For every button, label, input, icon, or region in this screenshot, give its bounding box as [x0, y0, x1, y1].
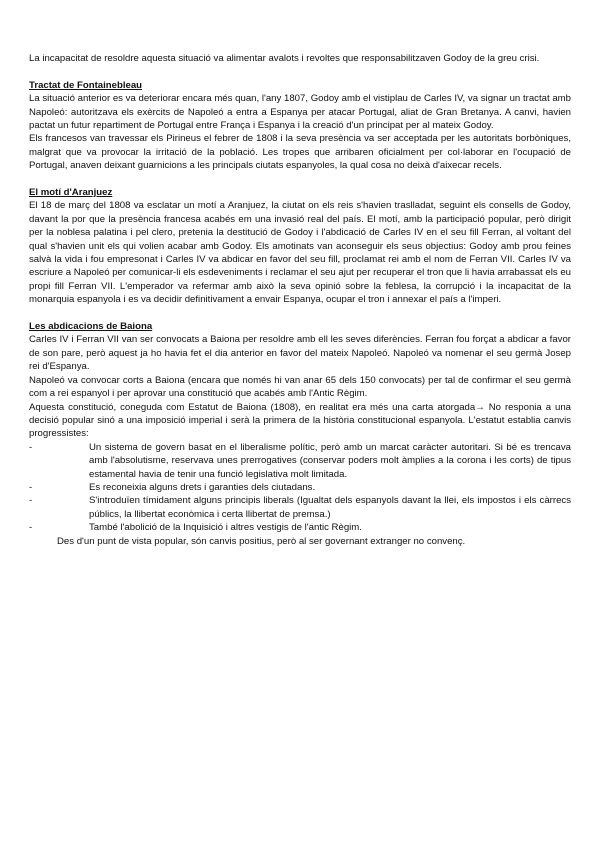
list-item	[29, 521, 571, 534]
fontainebleau-paragraph-1: La situació anterior es va deteriorar encara més quan, l'any 1807, Godoy amb el vistiplau de Carles IV, va signar un tractat amb Napoleó: autoritzava els exèrcits de Napoleó a entra a Espanya per atacar Portugal, aliat de Gran Bretanya. A canvi, havien pactat un futur repartiment de Portugal entre França i Espanya i la creació d'un principat per al mateix Godoy.	[29, 93, 571, 132]
bullet-marker: -	[29, 522, 33, 534]
list-item-text: Es reconeixia alguns drets i garanties dels ciutadans.	[89, 481, 316, 493]
list-item	[29, 481, 571, 494]
list-item-text: Un sistema de govern basat en el liberalisme polític, però amb un marcat caràcter autoritari. Si bé es trencava amb l'absolutisme, reservava unes prerrogatives (conservar poders molt àmplies a la corona i les corts) de tipus estamental havia de tenir una funció legislativa molt limitada.	[89, 441, 571, 480]
baiona-paragraph-1: Carles IV i Ferran VII van ser convocats a Baiona per resoldre amb ell les seves diferències. Ferran fou forçat a abdicar a favor de son pare, però aquest ja ho havia fet el dia anterior en favor del mateix Napoleó. Napoleó va nomenar el seu germà Josep rei d'Espanya.	[29, 334, 571, 373]
intro-paragraph: La incapacitat de resoldre aquesta situació va alimentar avalots i revoltes que responsabilitzaven Godoy de la greu crisi.	[29, 53, 540, 64]
bullet-marker: -	[29, 441, 33, 453]
fontainebleau-paragraph-2: Els francesos van travessar els Pirineus el febrer de 1808 i la seva presència va ser acceptada per les autoritats borbòniques, malgrat que va provocar la irritació de la població. Les tropes que arribaren oficialment per col·laborar en l'ocupació de Portugal, anaven deixant guarnicions a les principals ciutats espanyoles, la qual cosa no deixà d'aixecar recels.	[29, 133, 571, 172]
bullet-marker: -	[29, 481, 33, 493]
list-item	[29, 494, 571, 521]
section-title-aranjuez: El motí d'Aranjuez	[29, 187, 113, 199]
list-item	[29, 441, 571, 481]
list-item-text: S'introduïen tímidament alguns principis liberals (Igualtat dels espanyols davant la llei, els impostos i els càrrecs públics, la llibertat econòmica i certa llibertat de premsa.)	[89, 495, 571, 520]
baiona-paragraph-2: Napoleó va convocar corts a Baiona (encara que només hi van anar 65 dels 150 convocats) per tal de confirmar el seu germà com a rei espanyol i per aprovar una constitució que acabés amb l'Antic Règim.	[29, 374, 571, 400]
closing-paragraph: Des d'un punt de vista popular, són canvis positius, però al ser governant extranger no convenç.	[57, 535, 466, 547]
section-title-baiona: Les abdicacions de Baiona	[29, 321, 153, 333]
section-title-fontainebleau: Tractat de Fontainebleau	[29, 79, 143, 91]
aranjuez-paragraph: El 18 de març del 1808 va esclatar un motí a Aranjuez, la ciutat on els reis s'havien traslladat, seguint els consells de Godoy, davant la por que la presència francesa acabés em una invasió real del país. El motí, amb la participació popular, però dirigit per la noblesa palatina i pel clero, pretenia la destitució de Godoy i l'abdicació de Carles IV en el seu fill Ferran, al voltant del qual s'havien unit els qui volien acabar amb Godoy. Els amotinats van aconseguir els seus objectius: Godoy amb prou feines salvà la vida i fou empresonat i Carles IV va abdicar en favor del seu fill, proclamat rei amb el nom de Ferran VII. Carles IV va escriure a Napoleó per comunicar-li els esdeveniments i reclamar el seu ajut per recuperar el tron que li havia arrabassat els eu propi fill Ferran VII. L'emperador va refermar amb això la seva opinió sobre la feblesa, la corrupció i la incapacitat de la monarquia espanyola i es va decidir definitivament a envair Espanya, ocupar el tron i annexar el país a l'imperi.	[29, 200, 571, 306]
document-body	[29, 52, 571, 548]
baiona-paragraph-3: Aquesta constitució, coneguda com Estatut de Baiona (1808), en realitat era més una carta atorgada→ No responia a una decisió popular sinó a una imposició imperial i serà la primera de la història constitucional espanyola. L'estatut establia canvis progressistes:	[29, 401, 571, 440]
bullet-marker: -	[29, 495, 33, 507]
list-item-text: També l'abolició de la Inquisició i altres vestigis de l'antic Règim.	[89, 522, 362, 534]
